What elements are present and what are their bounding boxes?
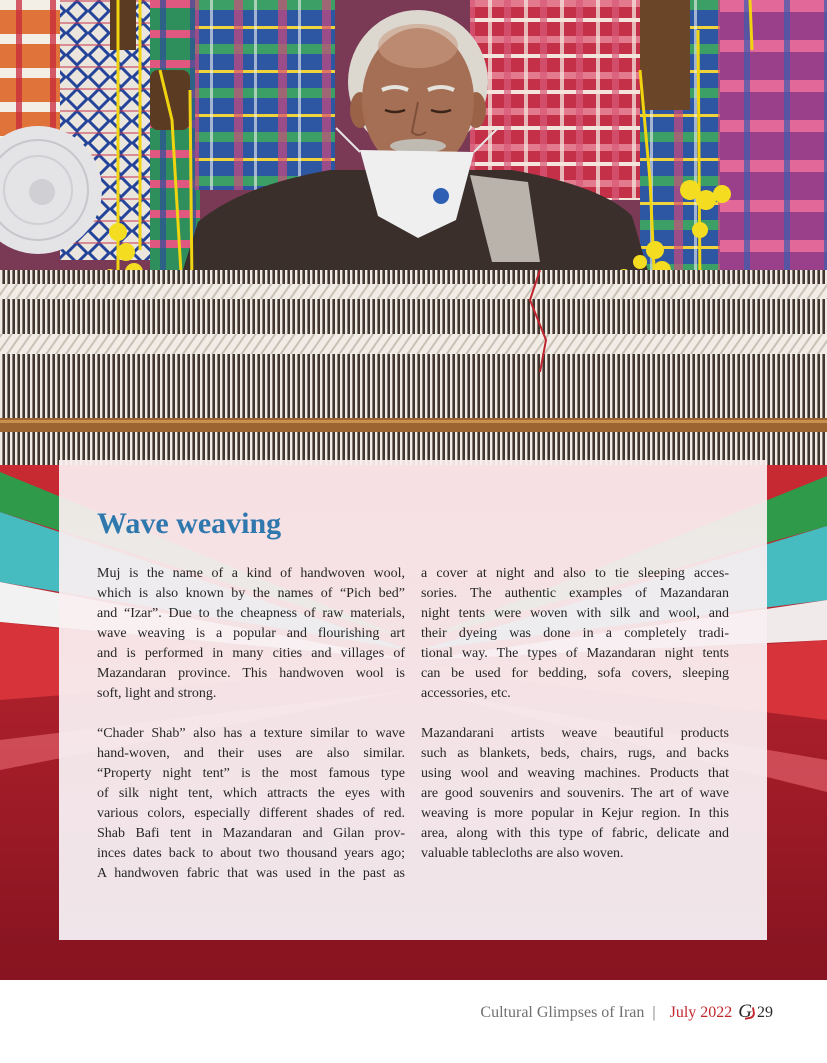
text-line: of silk night tent, which attracts the eyes with <box>97 786 405 801</box>
text-line: “Property night tent” is the most famous type <box>97 766 405 781</box>
text-line: various colors, especially different shades of red. <box>97 806 405 821</box>
text-line: Mazandaran province. This handwoven wool is <box>97 666 405 681</box>
text-line: are good souvenirs and souvenirs. The art of wave <box>421 786 729 801</box>
text-line: and “Izar”. Due to the cheapness of raw materials, <box>97 606 405 621</box>
text-line: inces dates back to about two thousand years ago; <box>97 846 405 861</box>
text-line: area, along with this type of fabric, delicate and <box>421 826 729 841</box>
left-column <box>97 564 405 904</box>
text-line: valuable tablecloths are also woven. <box>421 846 624 861</box>
text-line: hand-woven, and their uses are also similar. <box>97 746 405 761</box>
issue-date: July 2022 <box>669 1004 733 1021</box>
mask-valve <box>433 188 449 204</box>
page-number: 29 <box>757 1004 773 1021</box>
text-line: A handwoven fabric that was used in the past as <box>97 866 405 881</box>
paragraph <box>97 564 405 704</box>
text-line: sories. The authentic examples of Mazandaran <box>421 586 729 601</box>
text-line: Mazandarani artists weave beautiful products <box>421 726 729 741</box>
loom-threads <box>0 270 827 470</box>
page-footer <box>480 1002 773 1023</box>
text-line: “Chader Shab” also has a texture similar to wave <box>97 726 405 741</box>
text-line: a cover at night and also to tie sleeping acces- <box>421 566 729 581</box>
text-line: weaving is more popular in Kejur region. In this <box>421 806 729 821</box>
text-line: Muj is the name of a kind of handwoven wool, <box>97 566 405 581</box>
footer-separator: | <box>652 1004 656 1021</box>
text-line: using wool and weaving machines. Products that <box>421 766 729 781</box>
text-line: wave weaving is a popular and flourishing art <box>97 626 405 641</box>
article-title: Wave weaving <box>97 507 282 540</box>
text-line: soft, light and strong. <box>97 686 217 701</box>
paragraph <box>421 724 729 864</box>
text-line: Shab Bafi tent in Mazandaran and Gilan prov- <box>97 826 405 841</box>
text-line: such as blankets, beds, chairs, rugs, and backs <box>421 746 729 761</box>
publication-name: Cultural Glimpses of Iran <box>480 1004 645 1021</box>
text-line: tional way. The types of Mazandaran night tents <box>421 646 729 661</box>
text-line: accessories, etc. <box>421 686 511 701</box>
text-line: and is performed in many cities and villages of <box>97 646 405 661</box>
text-line: night tents were woven with silk and wool, and <box>421 606 729 621</box>
paragraph <box>97 724 405 884</box>
article-panel <box>59 460 767 940</box>
paragraph <box>421 564 729 704</box>
magazine-logo-icon: G <box>738 1001 752 1022</box>
text-line: their dyeing was done in a completely tradi- <box>421 626 729 641</box>
text-line: can be used for bedding, sofa covers, sleeping <box>421 666 729 681</box>
text-line: which is also known by the names of “Pich bed” <box>97 586 405 601</box>
right-column <box>421 564 729 884</box>
